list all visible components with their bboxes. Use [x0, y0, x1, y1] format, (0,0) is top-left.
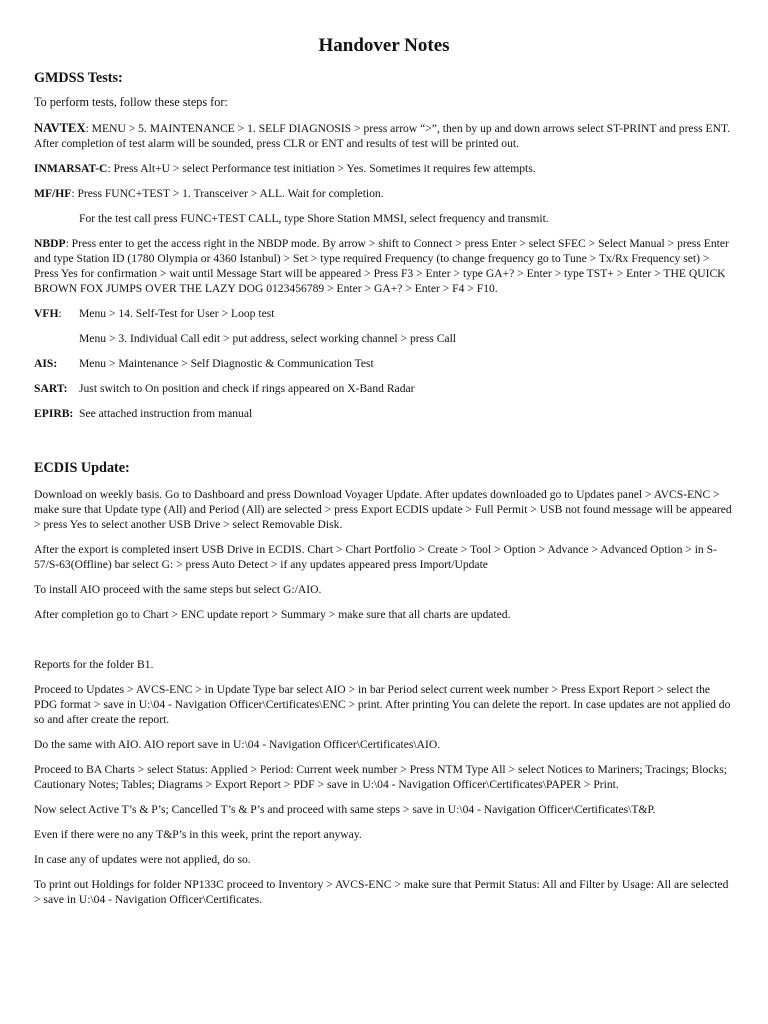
vhf-label-wrap: [34, 306, 79, 321]
sart-text: Just switch to On position and check if rings appeared on X-Band Radar: [79, 382, 415, 395]
mfhf-text: : Press FUNC+TEST > 1. Transceiver > ALL. Wait for completion.: [71, 187, 384, 200]
page-title: Handover Notes: [318, 35, 450, 56]
ais-text: Menu > Maintenance > Self Diagnostic & Communication Test: [79, 357, 374, 370]
epirb-row: [34, 406, 734, 421]
ecdis-paragraph-6: Proceed to Updates > AVCS-ENC > in Update Type bar select AIO > in bar Period select current week number > Press Export Report > select the PDG format > save in U:\04 - Navigation Officer\Certificates\ENC > print. After printing You can delete the report. In case updates are not applied do so and after create the report.: [34, 683, 731, 726]
ecdis-paragraph-9: Now select Active T’s & P’s; Cancelled T’s & P’s and proceed with same steps > save in U:\04 - Navigation Officer\Certificates\T&P.: [34, 803, 656, 816]
reports-folder-line: Reports for the folder B1.: [34, 658, 154, 671]
vhf-row: [34, 306, 734, 321]
nbdp-text: : Press enter to get the access right in the NBDP mode. By arrow > shift to Connect > press Enter > select SFEC > Select Manual > press Enter and type Station ID (1780 Olympia or 4360 Istanbul) > Set > type required Frequency (to change frequency go to Tune > Tx/Rx Frequency set) > Press Yes for confirmation > wait until Message Start will be appeared > Press F3 > Enter > type GA+? > Enter > type TST+ > Enter > THE QUICK BROWN FOX JUMPS OVER THE LAZY DOG 0123456789 > Enter > GA+? > Enter > F4 > F10.: [34, 237, 729, 295]
inmarsat-paragraph: [34, 161, 734, 176]
nbdp-paragraph: [34, 236, 734, 296]
ais-row: [34, 356, 734, 371]
ecdis-paragraph-2: After the export is completed insert USB Drive in ECDIS. Chart > Chart Portfolio > Create > Tool > Option > Advance > Advanced Option > in S-57/S-63(Offline) bar select G: > press Auto Detect > if any updates appeared press Import/Update: [34, 543, 717, 571]
ecdis-paragraph-7: Do the same with AIO. AIO report save in U:\04 - Navigation Officer\Certificates\AIO.: [34, 738, 441, 751]
ecdis-paragraph-10: Even if there were no any T&P’s in this week, print the report anyway.: [34, 828, 362, 841]
sart-label: SART:: [34, 382, 68, 395]
vhf-label: VFH: [34, 307, 59, 320]
vhf-colon: :: [58, 307, 62, 320]
ecdis-paragraph-8: Proceed to BA Charts > select Status: Applied > Period: Current week number > Press NTM Type All > select Notices to Mariners; Tracings; Blocks; Cautionary Notes; Tables; Diagrams > Export Report > PDF > save in U:\04 - Navigation Officer\Certificates\PAPER > Print.: [34, 763, 727, 791]
inmarsat-label: INMARSAT-C: [34, 162, 108, 175]
ais-label: AIS:: [34, 357, 58, 370]
ecdis-paragraph-4: After completion go to Chart > ENC update report > Summary > make sure that all charts are updated.: [34, 608, 511, 621]
inmarsat-text: : Press Alt+U > select Performance test initiation > Yes. Sometimes it requires few attempts.: [107, 162, 536, 175]
mfhf-label: MF/HF: [34, 187, 72, 200]
mfhf-paragraph: [34, 186, 734, 201]
epirb-text: See attached instruction from manual: [79, 407, 253, 420]
sart-row: [34, 381, 734, 396]
navtex-text: : MENU > 5. MAINTENANCE > 1. SELF DIAGNOSIS > press arrow “>”, then by up and down arrows select ST-PRINT and press ENT. After completion of test alarm will be sounded, press CLR or ENT and results of test will be printed out.: [34, 122, 731, 150]
ecdis-paragraph-3: To install AIO proceed with the same steps but select G:/AIO.: [34, 583, 322, 596]
ecdis-heading: ECDIS Update:: [34, 460, 130, 476]
ecdis-paragraph-1: Download on weekly basis. Go to Dashboard and press Download Voyager Update. After updates downloaded go to Updates panel > AVCS-ENC > make sure that Update type (All) and Period (All) are selected > press Export ECDIS update > Full Permit > USB not found message will be appeared > press Yes to select another USB Drive > select Removable Disk.: [34, 488, 732, 531]
vhf-text-2: Menu > 3. Individual Call edit > put address, select working channel > press Call: [79, 332, 457, 345]
mfhf-paragraph-2: For the test call press FUNC+TEST CALL, type Shore Station MMSI, select frequency and transmit.: [79, 212, 549, 225]
navtex-paragraph: [34, 121, 734, 151]
gmdss-heading: GMDSS Tests:: [34, 70, 123, 86]
ecdis-paragraph-11: In case any of updates were not applied, do so.: [34, 853, 251, 866]
vhf-text: Menu > 14. Self-Test for User > Loop test: [79, 307, 275, 320]
navtex-label: NAVTEX: [34, 121, 86, 135]
epirb-label: EPIRB:: [34, 407, 74, 420]
nbdp-label: NBDP: [34, 237, 66, 250]
ecdis-paragraph-12: To print out Holdings for folder NP133C proceed to Inventory > AVCS-ENC > make sure that Permit Status: All and Filter by Usage: All are selected > save in U:\04 - Navigation Officer\Certificates.: [34, 878, 729, 906]
gmdss-intro: To perform tests, follow these steps for:: [34, 95, 228, 109]
